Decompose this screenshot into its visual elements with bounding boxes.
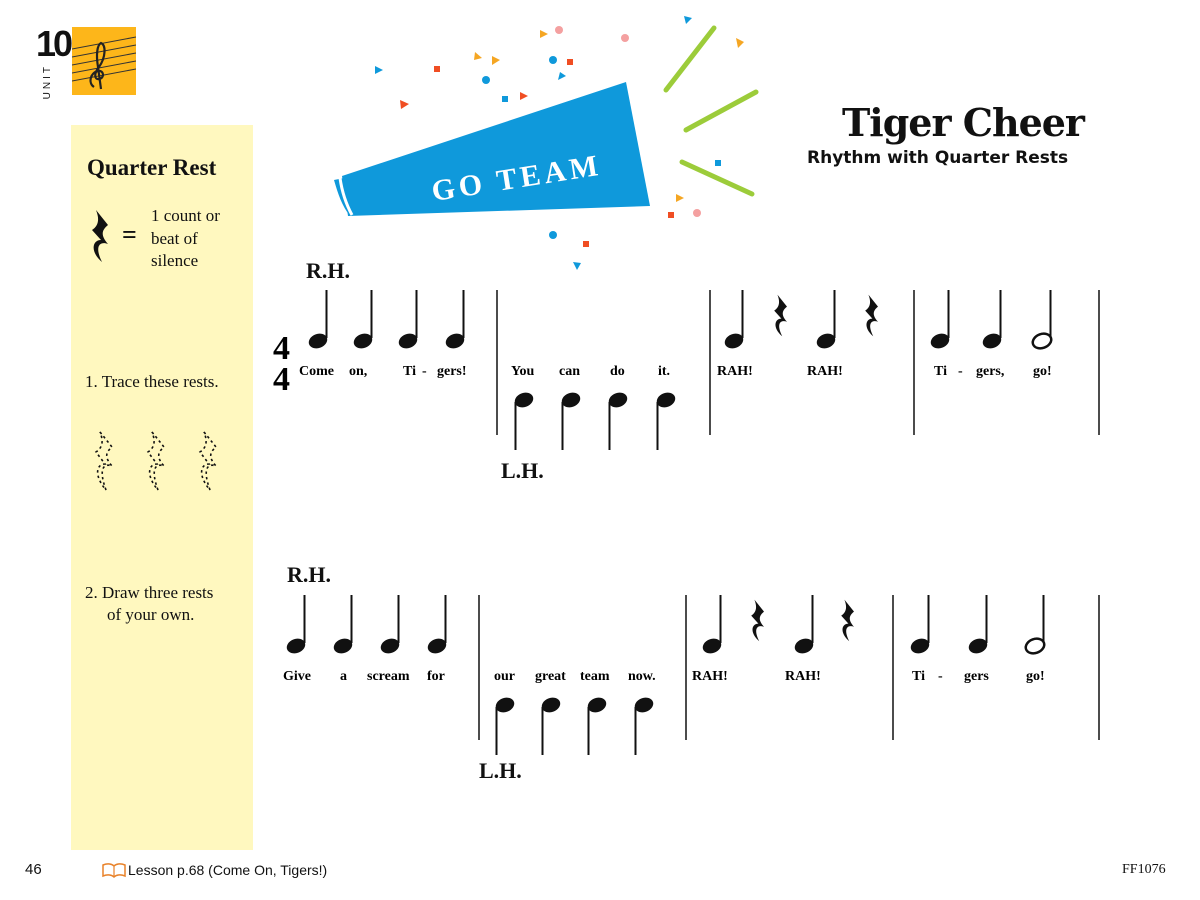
- lyric-word: team: [580, 669, 610, 684]
- quarter-note-icon: [513, 390, 678, 450]
- right-hand-label: R.H.: [287, 562, 331, 587]
- quarter-rest-icon: [774, 295, 878, 337]
- lyric-word: go!: [1033, 364, 1052, 379]
- traceable-rests[interactable]: [92, 430, 232, 496]
- quarter-note-icon: [909, 595, 990, 656]
- right-hand-label: R.H.: [306, 258, 350, 283]
- lyric-word: Ti: [934, 364, 947, 379]
- book-icon: [102, 862, 126, 878]
- page-subtitle: Rhythm with Quarter Rests: [807, 148, 1069, 168]
- treble-clef-badge-icon: [72, 27, 136, 95]
- lesson-reference: Lesson p.68 (Come On, Tigers!): [128, 862, 328, 878]
- lyric-word: great: [535, 669, 566, 684]
- time-signature-top: 4: [273, 330, 290, 367]
- quarter-note-icon: [929, 290, 1004, 351]
- lyric-word: RAH!: [692, 669, 728, 684]
- lyric-word: scream: [367, 669, 410, 684]
- page-number: 46: [25, 861, 42, 878]
- lyric-word: gers!: [437, 364, 467, 379]
- lyric-word: Ti: [403, 364, 416, 379]
- quarter-note-icon: [494, 695, 656, 755]
- definition-line: 1 count or: [151, 206, 220, 225]
- lyric-word: gers: [964, 669, 989, 684]
- book-code: FF1076: [1122, 862, 1166, 877]
- lyric-word: Give: [283, 669, 311, 684]
- lyric-word: You: [511, 364, 535, 379]
- lyric-word: on,: [349, 364, 368, 379]
- sidebar-title: Quarter Rest: [87, 155, 217, 180]
- lyric-word: can: [559, 364, 580, 379]
- sound-lines-icon: [666, 28, 756, 194]
- definition-line: silence: [151, 251, 199, 270]
- rhythm-system-1: [260, 285, 1120, 455]
- page-title: Tiger Cheer: [842, 100, 1084, 145]
- lyric-word: do: [610, 364, 625, 379]
- lyric-word: for: [427, 669, 445, 684]
- unit-label: UNIT: [42, 64, 53, 100]
- lyric-word: Ti: [912, 669, 925, 684]
- lyric-word: RAH!: [785, 669, 821, 684]
- quarter-note-icon: [307, 290, 467, 351]
- lyric-word: it.: [658, 364, 671, 379]
- lyric-word: a: [340, 669, 347, 684]
- rhythm-system-2: [260, 590, 1120, 760]
- lyric-word: go!: [1026, 669, 1045, 684]
- lyric-word: gers,: [976, 364, 1005, 379]
- lyric-word: -: [938, 669, 943, 684]
- barlines: [497, 290, 1099, 435]
- lyric-word: our: [494, 669, 515, 684]
- lyric-word: -: [958, 364, 963, 379]
- unit-number: 10: [36, 23, 71, 64]
- lyric-word: -: [422, 364, 427, 379]
- left-hand-label: L.H.: [479, 758, 522, 783]
- barlines: [479, 595, 1099, 740]
- equals-sign: =: [122, 220, 137, 249]
- quarter-rest-icon: [751, 600, 854, 642]
- lyric-word: Come: [299, 364, 334, 379]
- draw-instruction-line: 2. Draw three rests: [85, 583, 214, 602]
- trace-instruction: 1. Trace these rests.: [85, 372, 219, 391]
- lyric-word: RAH!: [717, 364, 753, 379]
- lyric-word: RAH!: [807, 364, 843, 379]
- draw-instruction: [85, 582, 213, 626]
- half-note-icon: [1031, 290, 1054, 351]
- half-note-icon: [1024, 595, 1047, 656]
- draw-instruction-line: of your own.: [107, 605, 195, 624]
- left-hand-label: L.H.: [501, 458, 544, 483]
- time-signature-bottom: 4: [273, 361, 290, 398]
- megaphone-text: GO TEAM: [429, 148, 605, 209]
- definition-line: beat of: [151, 228, 198, 248]
- lyric-word: now.: [628, 669, 656, 684]
- quarter-note-icon: [285, 595, 449, 656]
- quarter-rest-icon: [88, 208, 116, 264]
- quarter-rest-definition: [151, 205, 246, 273]
- megaphone-illustration: [320, 10, 770, 280]
